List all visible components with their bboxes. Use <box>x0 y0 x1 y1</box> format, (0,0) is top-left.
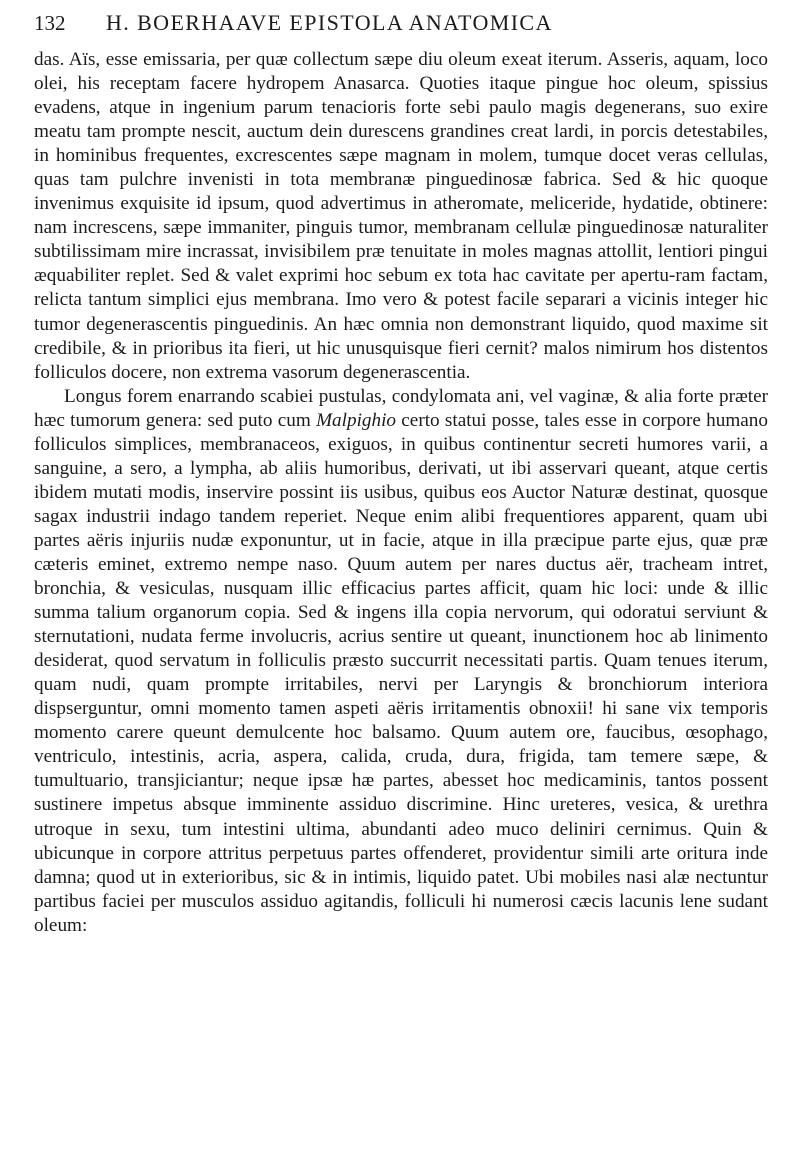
running-title: H. BOERHAAVE EPISTOLA ANATOMICA <box>106 10 553 35</box>
page-number: 132 <box>34 11 66 35</box>
body-text <box>34 48 768 938</box>
paragraph-2-text-before: Longus forem enarrando scabiei pustulas, condylomata ani, vel vaginæ, & alia forte præter hæc tumorum genera: sed puto cum <box>34 385 768 431</box>
paragraph-1: das. Aïs, esse emissaria, per quæ collectum sæpe diu oleum exeat iterum. Asseris, aquam, loco olei, his receptam facere hydropem Anasarca. Quoties itaque pingue hoc oleum, spissius evadens, atque in ingenium parum tenacioris forte sebi paulo magis degenerans, suo exire meatu tam prompte nescit, auctum dein durescens grandines creat lardi, in porcis detestabiles, in hominibus frequentes, excrescentes sæpe magnam in molem, tumque docet veras cellulas, quas tam pulchre invenisti in tota membranæ pinguedinosæ fabrica. Sed & hic quoque invenimus exquisite id ipsum, quod advertimus in atheromate, meliceride, hydatide, obtinere: nam increscens, sæpe immaniter, pinguis tumor, membranam cellulæ pinguedinosæ naturaliter subtilissimam mire incrassat, invisibilem præ tenuitate in moles magnas attollit, lentiori pingui æquabiliter replet. Sed & valet exprimi hoc sebum ex tota hac cavitate per apertu-ram factam, relicta tantum simplici ejus membrana. Imo vero & potest facile separari a vicinis integer hic tumor degenerascentis pinguedinis. An hæc omnia non demonstrant liquido, quod maxime sit credibile, & in prioribus ita fieri, ut hic unusquisque fieri cernit? malos nimirum hos distentos folliculos docere, non extrema vasorum degenerascentia. <box>34 49 768 383</box>
paragraph-2 <box>34 385 768 938</box>
page-header <box>34 10 768 48</box>
paragraph-2-text-after: certo statui posse, tales esse in corpore humano folliculos simplices, membranaceos, exiguos, in quibus continentur secreti humores varii, a sanguine, a sero, a lympha, ab aliis humoribus, derivati, ut ibi asservari queant, atque certis ibidem mutati modis, inservire possint iis usibus, quibus eos Auctor Naturæ destinat, quosque sagax industrii indago tandem reperiet. Neque enim alibi frequentiores apparent, quam ubi partes aëris injuriis nudæ exponuntur, ut in facie, atque in illa præcipue parte ejus, quæ præ cæteris eminet, extremo nempe naso. Quum autem per nares ductus aër, tracheam intret, bronchia, & vesiculas, nusquam illic efficacius partes afficit, quam hic loci: unde & illic summa talium organorum copia. Sed & ingens illa copia nervorum, qui odoratui serviunt & sternutationi, nudata ferme involucris, acrius sentire ut queant, inunctionem hoc ab linimento desiderat, quod servatum in folliculis præsto succurrit necessitati partis. Quam tenues iterum, quam nudi, quam prompte irritabiles, nervi per Laryngis & bronchiorum interiora dispserguntur, omni momento tamen aspeti aëris irritamentis obnoxii! hi sane vix temporis momento carere queunt demulcente hoc balsamo. Quum autem ore, faucibus, œsophago, ventriculo, intestinis, acria, aspera, calida, cruda, dura, frigida, tam temere sæpe, & tumultuario, transjiciantur; neque ipsæ hæ partes, abesset hoc medicaminis, tantos possent sustinere impetus absque imminente assiduo discrimine. Hinc ureteres, vesica, & urethra utroque in sexu, tum intestini ultima, abundanti adeo muco deliniri cernimus. Quin & ubicunque in corpore attritus perpetuus partes offenderet, providentur simili arte oritura inde damna; quod ut in exterioribus, sic & in intimis, liquido patet. Ubi mobiles nasi alæ nectuntur partibus faciei per musculos assiduo agitandis, folliculi hi numerosi cæcis lacunis lene sudant oleum: <box>34 409 768 936</box>
author-name-malpighio: Malpighio <box>316 409 397 431</box>
